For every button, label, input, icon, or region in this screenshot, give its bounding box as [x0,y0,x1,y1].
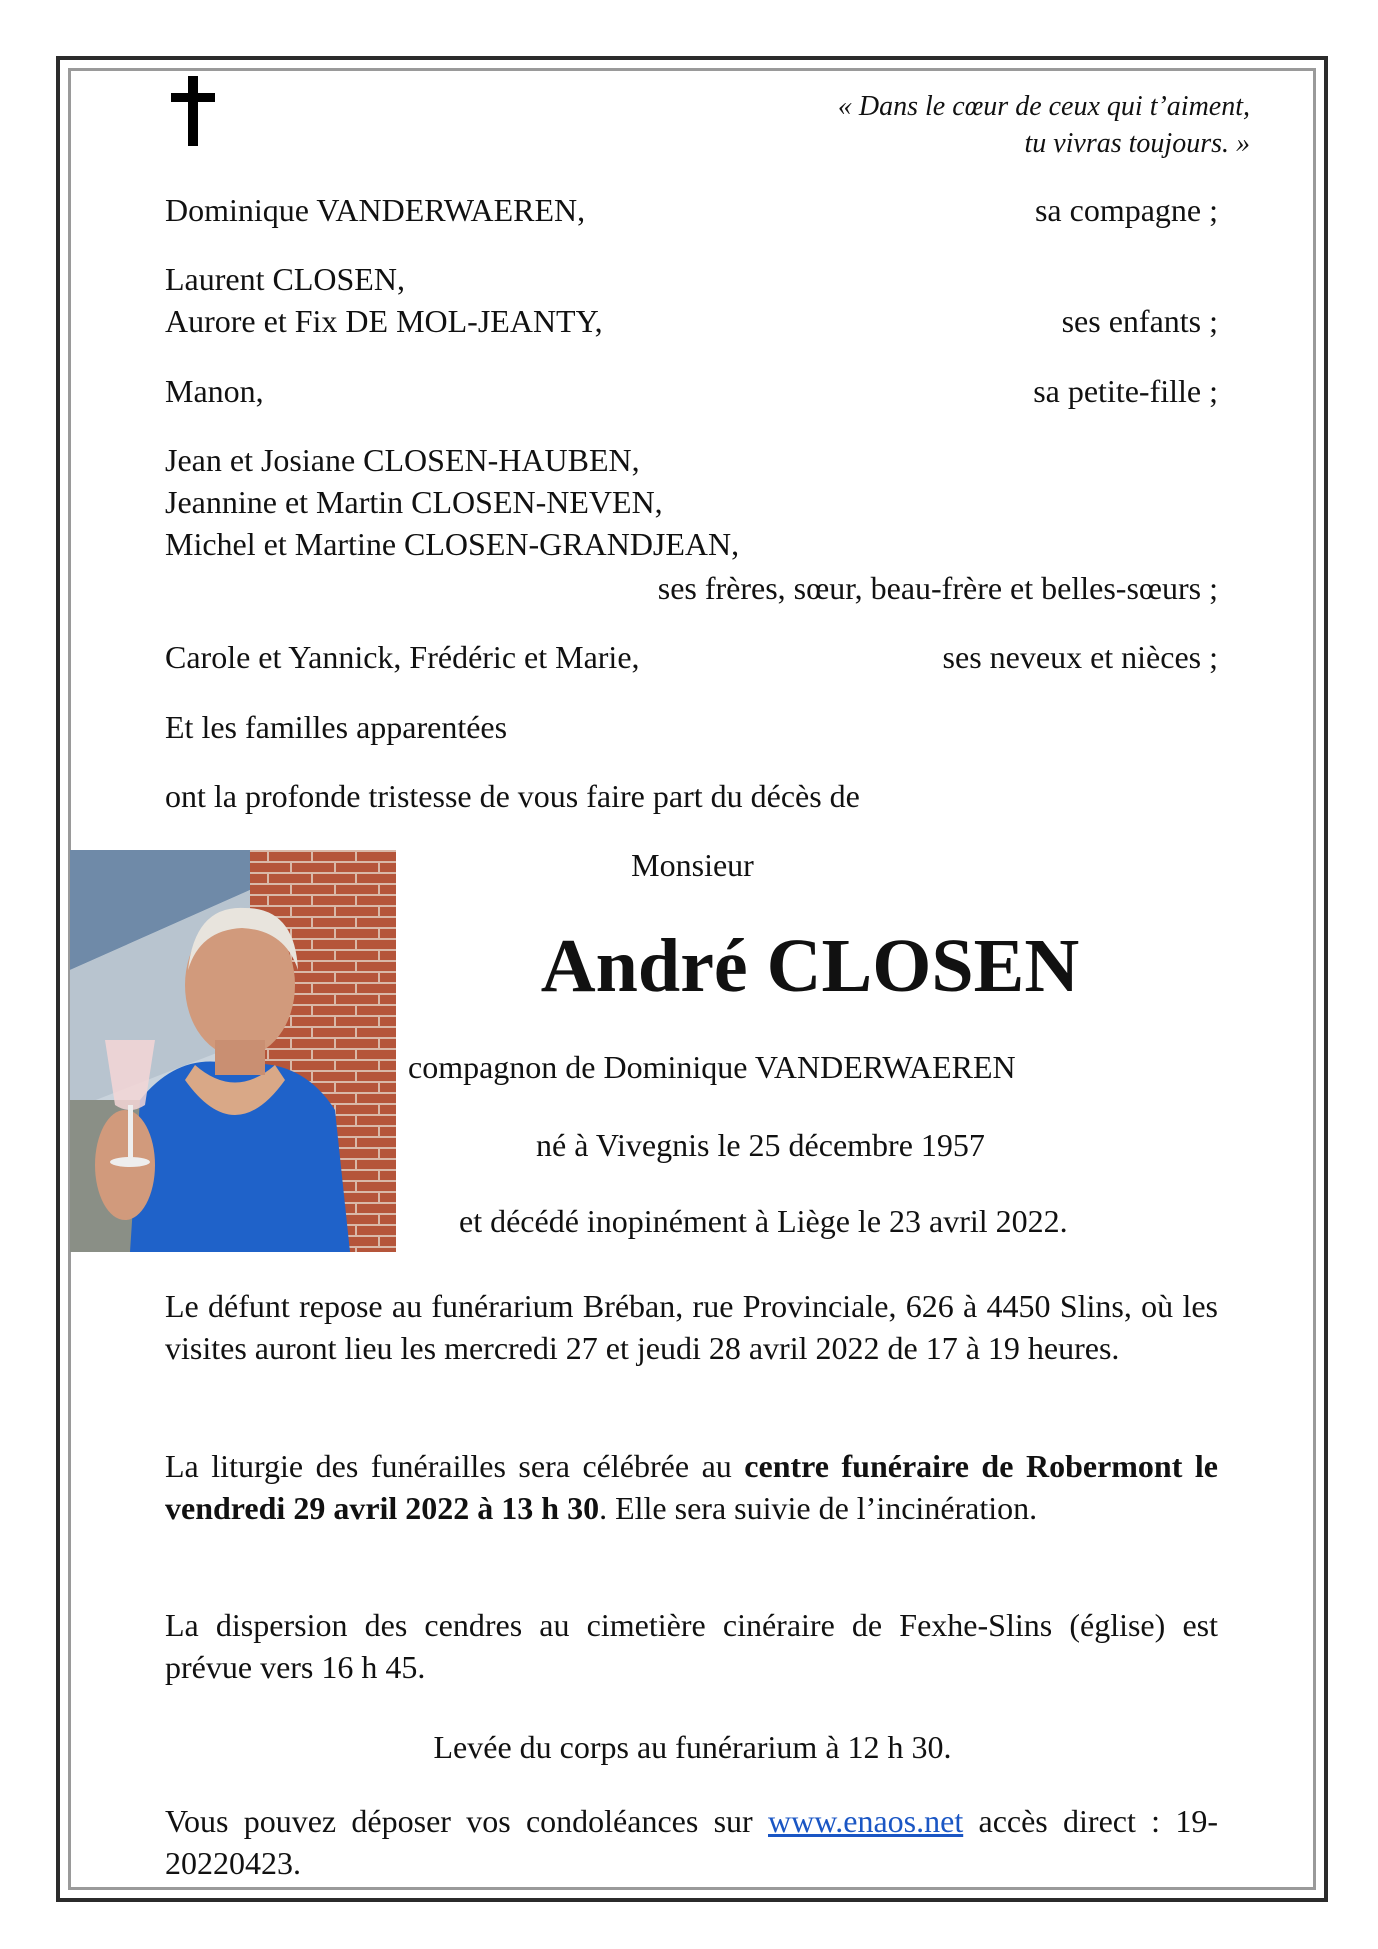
quote-line-1: « Dans le cœur de ceux qui t’aiment, [837,91,1250,122]
liturgy-text-end: . Elle sera suivie de l’incinération. [599,1490,1038,1526]
dispersion-paragraph: La dispersion des cendres au cimetière cinéraire de Fexhe-Slins (église) est prévue vers 16 h 45. [165,1607,1218,1685]
condolences-text: Vous pouvez déposer vos condoléances sur [165,1803,768,1839]
deceased-photo [70,850,396,1252]
liturgy-paragraph [165,1445,1218,1529]
family-name: Jean et Josiane CLOSEN-HAUBEN, [165,442,640,478]
family-relation: ses enfants ; [1061,303,1218,339]
birth-line: né à Vivegnis le 25 décembre 1957 [536,1127,985,1163]
families-line: Et les familles apparentées [165,709,508,745]
memorial-quote [838,88,1250,162]
condolences-link[interactable]: www.enaos.net [768,1803,964,1839]
death-line: et décédé inopinément à Liège le 23 avril 2022. [459,1203,1068,1239]
family-relation: sa petite-fille ; [1033,373,1218,409]
family-name: Manon, [165,373,264,409]
family-name: Jeannine et Martin CLOSEN-NEVEN, [165,484,663,520]
liturgy-text: La liturgie des funérailles sera célébrée au [165,1448,745,1484]
honorific: Monsieur [631,847,754,883]
family-name: Michel et Martine CLOSEN-GRANDJEAN, [165,526,740,562]
condolences-text-end: accès direct : 19-20220423. [165,1803,1219,1881]
quote-line-2: tu vivras toujours. » [1024,128,1250,159]
cross-icon [168,76,218,146]
condolences-paragraph [165,1800,1218,1884]
family-name: Carole et Yannick, Frédéric et Marie, [165,639,640,675]
companion-line: compagnon de Dominique VANDERWAEREN [408,1049,1016,1085]
family-relation: ses frères, sœur, beau-frère et belles-sœurs ; [657,570,1218,606]
rest-paragraph: Le défunt repose au funérarium Bréban, rue Provinciale, 626 à 4450 Slins, où les visites auront lieu les mercredi 27 et jeudi 28 avril 2022 de 17 à 19 heures. [165,1288,1218,1366]
levee-line: Levée du corps au funérarium à 12 h 30. [433,1729,952,1765]
family-relation: sa compagne ; [1034,192,1218,228]
announcement: ont la profonde tristesse de vous faire part du décès de [165,778,860,814]
deceased-name: André CLOSEN [540,924,1080,1008]
liturgy-bold: centre funéraire de Robermont le vendredi 29 avril 2022 à 13 h 30 [165,1448,1218,1526]
family-name: Aurore et Fix DE MOL-JEANTY, [165,303,603,339]
family-relation: ses neveux et nièces ; [942,639,1218,675]
family-name: Laurent CLOSEN, [165,261,405,297]
family-name: Dominique VANDERWAEREN, [165,192,586,228]
